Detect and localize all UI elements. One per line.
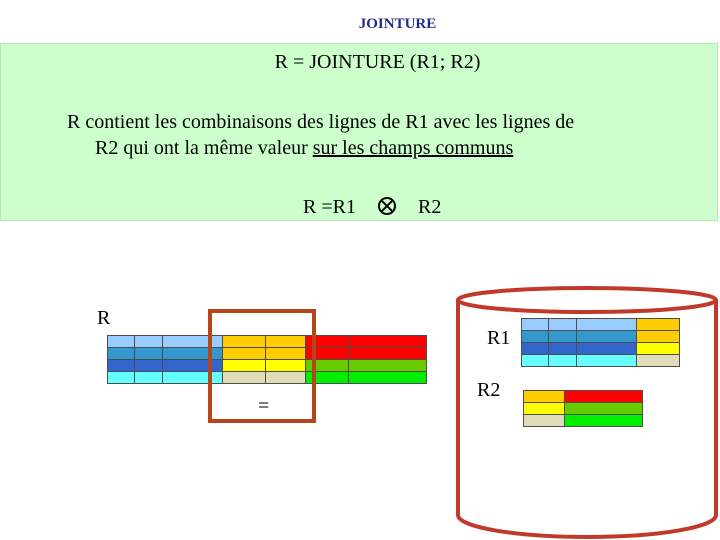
join-formula: R = JOINTURE (R1; R2) xyxy=(274,51,481,73)
r2-label: R2 xyxy=(477,379,501,401)
r1-table xyxy=(521,318,679,366)
common-fields-underline: sur les champs communs xyxy=(312,137,514,159)
r1-label: R1 xyxy=(487,327,511,349)
result-label: R xyxy=(97,307,111,329)
join-equation-right: R2 xyxy=(418,196,442,218)
table-cell xyxy=(107,371,135,384)
table-cell xyxy=(348,371,427,384)
r2-table xyxy=(523,390,642,426)
table-cell xyxy=(576,354,637,367)
table-cell xyxy=(521,354,549,367)
description-line-1: R contient les combinaisons des lignes de R1 avec les lignes de xyxy=(67,111,575,133)
equals-sign: = xyxy=(258,395,270,417)
table-cell xyxy=(564,414,643,427)
table-cell xyxy=(134,371,163,384)
table-cell xyxy=(548,354,577,367)
table-cell xyxy=(523,414,565,427)
table-cell xyxy=(636,354,680,367)
description-line-2: R2 qui ont la même valeur sur les champs communs xyxy=(95,137,514,159)
join-equation-left: R =R1 xyxy=(303,196,356,218)
slide-title: JOINTURE xyxy=(358,16,437,32)
